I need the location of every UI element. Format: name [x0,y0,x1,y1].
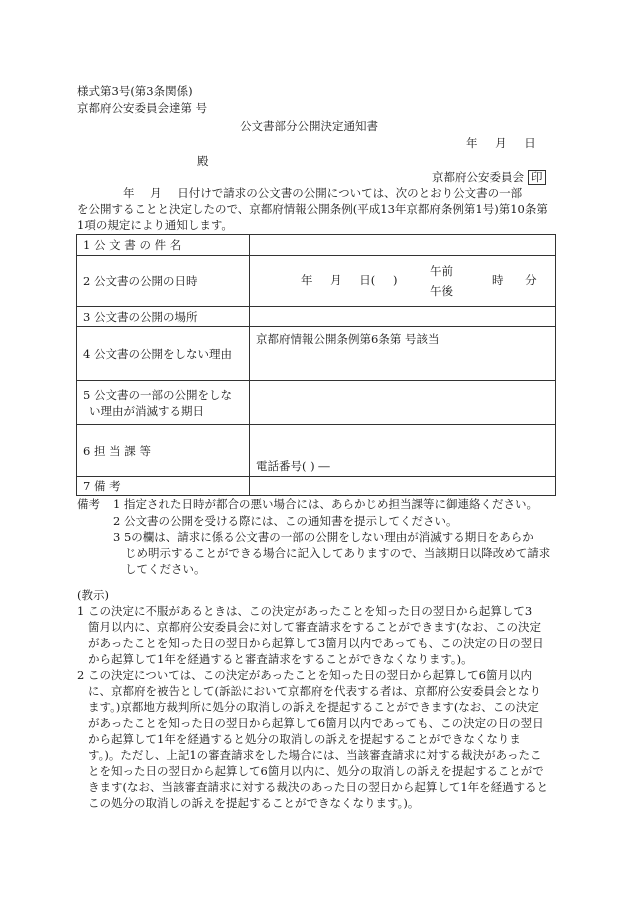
row-value-reason: 京都府情報公開条例第6条第 号該当 [250,327,556,381]
datetime-pm: 午後 [430,284,453,298]
note-1: 1 指定された日時が都合の悪い場合には、あらかじめ担当課等に御連絡ください。 [113,497,538,511]
table-row [77,381,556,425]
document-number: 京都府公安委員会達第 号 [77,101,208,115]
table-row [77,425,556,477]
note-3-line-1: 3 5の欄は、請求に係る公文書の一部の公開をしない理由が消滅する期日をあらか [113,530,534,544]
instruction-1-line-4: から起算して1年を経過すると審査請求をすることができなくなります。)。 [88,652,473,666]
document-title: 公文書部分公開決定通知書 [240,119,378,133]
note-3-line-2: じめ明示することができる場合に記入してありますので、当該期日以降改めて請求 [125,546,551,560]
row-value-place [250,307,556,327]
instruction-heading: (教示) [77,588,109,602]
row-label-remarks: 7 備 考 [77,477,250,496]
row-label-expiry-line-1: 5 公文書の一部の公開をしな [83,387,232,402]
row-value-datetime [250,256,556,307]
table-row [77,307,556,327]
datetime-am: 午前 [430,264,453,278]
notes-heading: 備考 [77,497,100,511]
instruction-1-line-1: 1 この決定に不服があるときは、この決定があったことを知った日の翌日から起算して3 [77,604,533,618]
disclosure-table [76,234,556,496]
instruction-2-line-9: この処分の取消しの訴えを提起することができなくなります。)。 [88,796,420,810]
row-label-place: 3 公文書の公開の場所 [77,307,250,327]
instruction-2-line-7: とを知った日の翌日から起算して6箇月以内に、処分の取消しの訴えを提起することがで [88,764,544,778]
row-label-department: 6 担 当 課 等 [77,425,250,477]
sender [432,170,546,185]
instruction-2-line-4: があったことを知った日の翌日から起算して6箇月以内であっても、この決定の日の翌日 [88,716,544,730]
instruction-1-line-3: があったことを知った日の翌日から起算して3箇月以内であっても、この決定の日の翌日 [88,636,544,650]
body-line-2: を公開することと決定したので、京都府情報公開条例(平成13年京都府条例第1号)第10条第 [77,202,548,216]
note-2: 2 公文書の公開を受ける際には、この通知書を提示してください。 [113,514,458,528]
row-value-department: 電話番号( ) ― [250,425,556,477]
instruction-1-line-2: 箇月以内に、京都府公安委員会に対して審査請求をすることができます(なお、この決定 [88,620,541,634]
instruction-2-line-2: に、京都府を被告として(訴訟において京都府を代表する者は、京都府公安委員会となり [88,684,541,698]
table-row [77,477,556,496]
row-value-subject [250,235,556,256]
instruction-2-line-6: す。)。ただし、上記1の審査請求をした場合には、当該審査請求に対する裁決があったこ [88,748,542,762]
instruction-2-line-3: ます。)京都地方裁判所に処分の取消しの訴えを提起することができます(なお、この決定 [88,700,539,714]
row-label-expiry [77,381,250,425]
issue-date: 年 月 日 [466,136,536,150]
row-label-expiry-line-2: い理由が消滅する期日 [89,403,204,418]
body-line-3: 1項の規定により通知します。 [77,218,233,232]
datetime-date: 年 月 日( ) [301,273,398,287]
instruction-2-line-1: 2 この決定については、この決定があったことを知った日の翌日から起算して6箇月以内 [77,668,532,682]
table-row [77,256,556,307]
table-row [77,235,556,256]
row-label-datetime: 2 公文書の公開の日時 [77,256,250,307]
form-number: 様式第3号(第3条関係) [77,84,193,98]
instruction-2-line-5: から起算して1年を経過すると処分の取消しの訴えを提起することができなくなりま [88,732,521,746]
instruction-2-line-8: きます(なお、当該審査請求に対する裁決のあった日の翌日から起算して1年を経過すると [88,780,549,794]
row-value-remarks [250,477,556,496]
row-value-expiry [250,381,556,425]
row-label-reason: 4 公文書の公開をしない理由 [77,327,250,381]
seal-mark: 印 [528,170,546,185]
datetime-time: 時 分 [492,273,537,287]
body-line-1: 年 月 日付けで請求の公文書の公開については、次のとおり公文書の一部 [123,186,523,200]
addressee-suffix: 殿 [197,154,209,168]
sender-name: 京都府公安委員会 [432,170,524,184]
note-3-line-3: してください。 [125,562,206,576]
row-label-subject: 1 公 文 書 の 件 名 [77,235,250,256]
table-row [77,327,556,381]
